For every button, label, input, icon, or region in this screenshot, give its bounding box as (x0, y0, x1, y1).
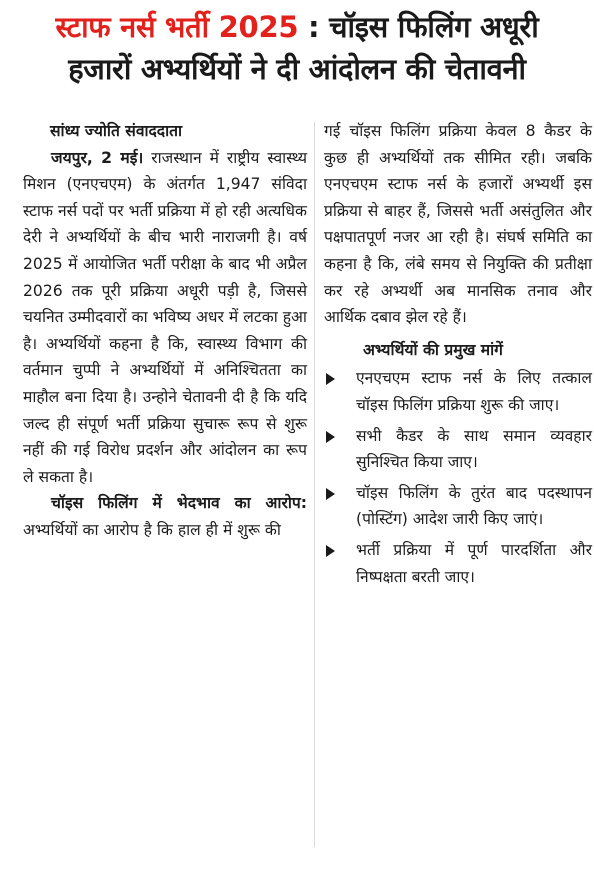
headline-line-2: हजारों अभ्यर्थियों ने दी आंदोलन की चेतावनी (68, 52, 526, 86)
discrimination-continuation: गई चॉइस फिलिंग प्रक्रिया केवल 8 कैडर के कुछ ही अभ्यर्थियों तक सीमित रही। जबकि एनएचएम स्टाफ नर्स के हजारों अभ्यर्थी इस प्रक्रिया से बाहर हैं, जिससे भर्ती असंतुलित और पक्षपातपूर्ण नजर आ रही है। संघर्ष समिति का कहना है कि, लंबे समय से नियुक्ति की प्रतीक्षा कर रहे अभ्यर्थी अब मानसिक तनाव और आर्थिक दबाव झेल रहे हैं। (324, 122, 592, 327)
byline: सांध्य ज्योति संवाददाता (50, 122, 183, 140)
headline-line-1 (0, 6, 594, 48)
discrimination-text-start: अभ्यर्थियों का आरोप है कि हाल ही में शुरू की (23, 520, 281, 539)
demand-item (324, 480, 592, 533)
demand-text: भर्ती प्रक्रिया में पूर्ण पारदर्शिता और निष्पक्षता बरती जाए। (356, 540, 592, 586)
article-right-column (324, 118, 592, 594)
demand-item (324, 537, 592, 590)
demand-text: सभी कैडर के साथ समान व्यवहार सुनिश्चित किया जाए। (356, 426, 592, 472)
triangle-bullet-icon (326, 488, 335, 500)
demands-heading: अभ्यर्थियों की प्रमुख मांगें (363, 340, 503, 359)
demand-item (324, 423, 592, 476)
intro-text: राजस्थान में राष्ट्रीय स्वास्थ्य मिशन (एनएचएम) के अंतर्गत 1,947 संविदा स्टाफ नर्स पदों पर भर्ती प्रक्रिया में हो रही अत्यधिक देरी ने अभ्यर्थियों के बीच भारी नाराजगी है। वर्ष 2025 में आयोजित भर्ती परीक्षा के बाद भी अप्रैल 2026 तक पूरी प्रक्रिया अधूरी पड़ी है, जिससे चयनित उम्मीदवारों का भविष्य अधर में लटका हुआ है। अभ्यर्थियों कहना है कि, स्वास्थ्य विभाग की वर्तमान चुप्पी ने अभ्यर्थियों में अनिश्चितता का माहौल बना दिया है। उन्होने चेतावनी दी है कि यदि जल्द ही संपूर्ण भर्ती प्रक्रिया सुचारू रूप से शुरू नहीं की गई विरोध प्रदर्शन और आंदोलन का रूप ले सकता है। (23, 148, 307, 486)
triangle-bullet-icon (326, 431, 335, 443)
triangle-bullet-icon (326, 545, 335, 557)
headline-title-black: चॉइस फिलिंग अधूरी (329, 10, 539, 44)
headline-separator: : (298, 10, 330, 44)
intro-paragraph (23, 145, 307, 491)
demand-item (324, 365, 592, 418)
article-left-column (23, 118, 307, 544)
article-body (0, 118, 594, 878)
subhead-discrimination: चॉइस फिलिंग में भेदभाव का आरोप: (51, 494, 307, 513)
headline-title-red: स्टाफ नर्स भर्ती 2025 (55, 10, 299, 44)
dateline: जयपुर, 2 मई। (51, 148, 144, 167)
demands-list (324, 365, 592, 590)
triangle-bullet-icon (326, 373, 335, 385)
demand-text: चॉइस फिलिंग के तुरंत बाद पदस्थापन (पोस्टिंग) आदेश जारी किए जाएं। (356, 483, 592, 529)
headline (0, 0, 594, 90)
discrimination-paragraph (23, 490, 307, 543)
demand-text: एनएचएम स्टाफ नर्स के लिए तत्काल चॉइस फिलिंग प्रक्रिया शुरू की जाए। (356, 369, 592, 414)
